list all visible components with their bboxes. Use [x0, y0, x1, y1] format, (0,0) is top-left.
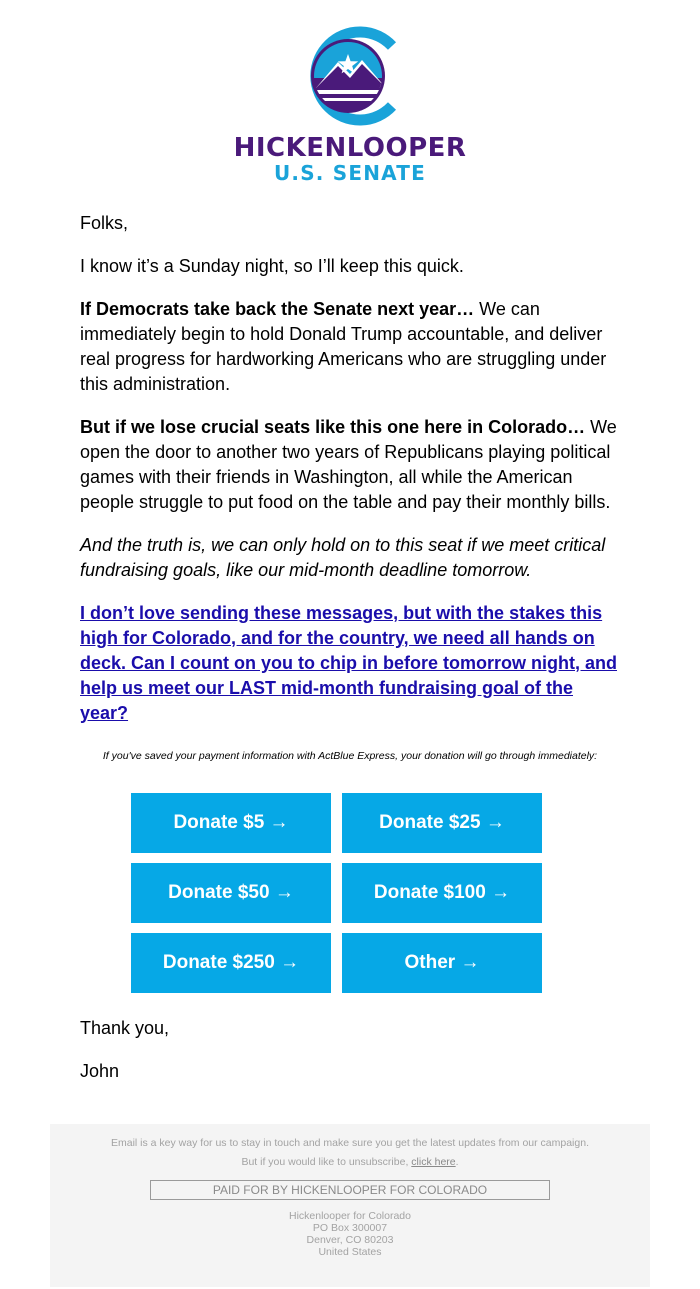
paragraph-deadline: And the truth is, we can only hold on to this seat if we meet critical fundraising goals, like our mid-month deadline tomorrow. — [80, 535, 606, 580]
mailing-address — [50, 1210, 650, 1258]
paragraph-senate — [80, 297, 625, 397]
thank-you-line: Thank you, — [80, 1018, 170, 1038]
mountain-star-logo-icon — [300, 24, 400, 130]
address-line: Hickenlooper for Colorado — [289, 1210, 411, 1222]
paid-for-disclaimer: PAID FOR BY HICKENLOOPER FOR COLORADO — [150, 1180, 550, 1200]
unsubscribe-text-pre: Email is a key way for us to stay in touch and make sure you get the latest updates from our campaign. But if you would like to unsubscribe, — [111, 1137, 589, 1168]
message-body — [80, 211, 625, 744]
donate-25-button[interactable]: Donate $25 → — [342, 793, 542, 853]
campaign-logo — [0, 24, 700, 184]
unsubscribe-link[interactable]: click here — [411, 1156, 456, 1168]
address-line: United States — [318, 1246, 382, 1258]
paragraph-senate-text: We can immediately begin to hold Donald Trump accountable, and deliver real progress for hardworking Americans who are struggling under this administration. — [80, 299, 607, 394]
donate-5-button[interactable]: Donate $5 → — [131, 793, 331, 853]
unsubscribe-text — [110, 1134, 590, 1172]
donate-50-button[interactable]: Donate $50 → — [131, 863, 331, 923]
greeting: Folks, — [80, 213, 129, 233]
donate-ask-link[interactable]: I don’t love sending these messages, but with the stakes this high for Colorado, and for the country, we need all hands on deck. Can I count on you to chip in before tomorrow night, and help us meet our LAST mid-month fundraising goal of the year? — [80, 603, 618, 723]
paragraph-colorado — [80, 415, 625, 515]
address-line: Denver, CO 80203 — [306, 1234, 394, 1246]
donate-other-button[interactable]: Other → — [342, 933, 542, 993]
donate-250-button[interactable]: Donate $250 → — [131, 933, 331, 993]
email-footer — [50, 1124, 650, 1287]
paragraph-senate-lead: If Democrats take back the Senate next year… — [80, 299, 475, 319]
intro-paragraph: I know it’s a Sunday night, so I’ll keep this quick. — [80, 256, 464, 276]
address-line: PO Box 300007 — [312, 1222, 388, 1234]
paragraph-colorado-text: We open the door to another two years of Republicans playing political games with their friends in Washington, all while the American people struggle to put food on the table and pay their monthly bills. — [80, 417, 617, 512]
logo-name: HICKENLOOPER — [233, 133, 467, 163]
paragraph-colorado-lead: But if we lose crucial seats like this one here in Colorado… — [80, 417, 586, 437]
logo-subtitle: U.S. SENATE — [273, 161, 427, 185]
closing — [80, 1016, 169, 1102]
donate-100-button[interactable]: Donate $100 → — [342, 863, 542, 923]
actblue-express-note: If you've saved your payment information with ActBlue Express, your donation will go through immediately: — [102, 750, 598, 762]
paragraph-ask — [80, 601, 625, 726]
unsubscribe-text-post: . — [455, 1156, 459, 1168]
signature: John — [80, 1061, 120, 1081]
